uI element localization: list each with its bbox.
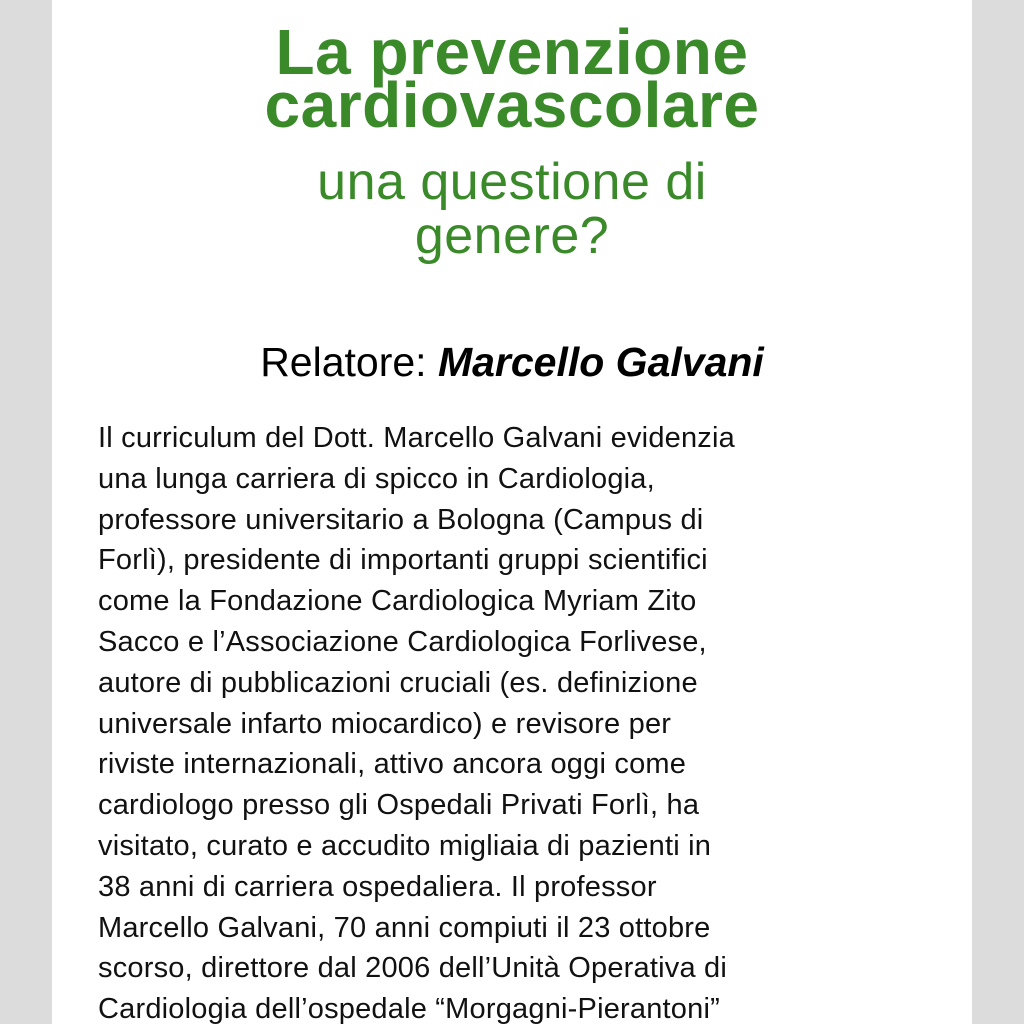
bio-line: autore di pubblicazioni cruciali (es. definizione [98,666,698,699]
subtitle-line-1: una questione di [317,153,707,211]
bio-paragraph [98,418,958,1024]
document-page [52,0,972,1024]
title-line-1: La prevenzione [275,16,749,88]
bio-line: Cardiologia dell’ospedale “Morgagni-Pierantoni” [98,993,720,1024]
bio-line: Marcello Galvani, 70 anni compiuti il 23 ottobre [98,911,711,944]
bio-line: Forlì), presidente di importanti gruppi scientifici [98,544,708,577]
speaker-label: Relatore: [260,339,438,385]
title-line-2: cardiovascolare [264,69,760,141]
bio-line: universale infarto miocardico) e revisore per [98,707,672,740]
speaker-heading [52,340,972,385]
speaker-name: Marcello Galvani [437,339,764,385]
bio-line: 38 anni di carriera ospedaliera. Il professor [98,870,657,903]
bio-line: professore universitario a Bologna (Campus di [98,503,704,536]
bio-line: visitato, curato e accudito migliaia di pazienti in [98,829,712,862]
bio-line: cardiologo presso gli Ospedali Privati Forlì, ha [98,789,700,822]
bio-line: riviste internazionali, attivo ancora oggi come [98,748,687,781]
bio-line: come la Fondazione Cardiologica Myriam Zito [98,585,697,618]
subtitle-line-2: genere? [414,207,610,265]
bio-line: una lunga carriera di spicco in Cardiologia, [98,462,655,495]
bio-line: Sacco e l’Associazione Cardiologica Forlivese, [98,625,707,658]
bio-line: Il curriculum del Dott. Marcello Galvani evidenzia [98,422,735,454]
bio-line: scorso, direttore dal 2006 dell’Unità Operativa di [98,952,727,985]
